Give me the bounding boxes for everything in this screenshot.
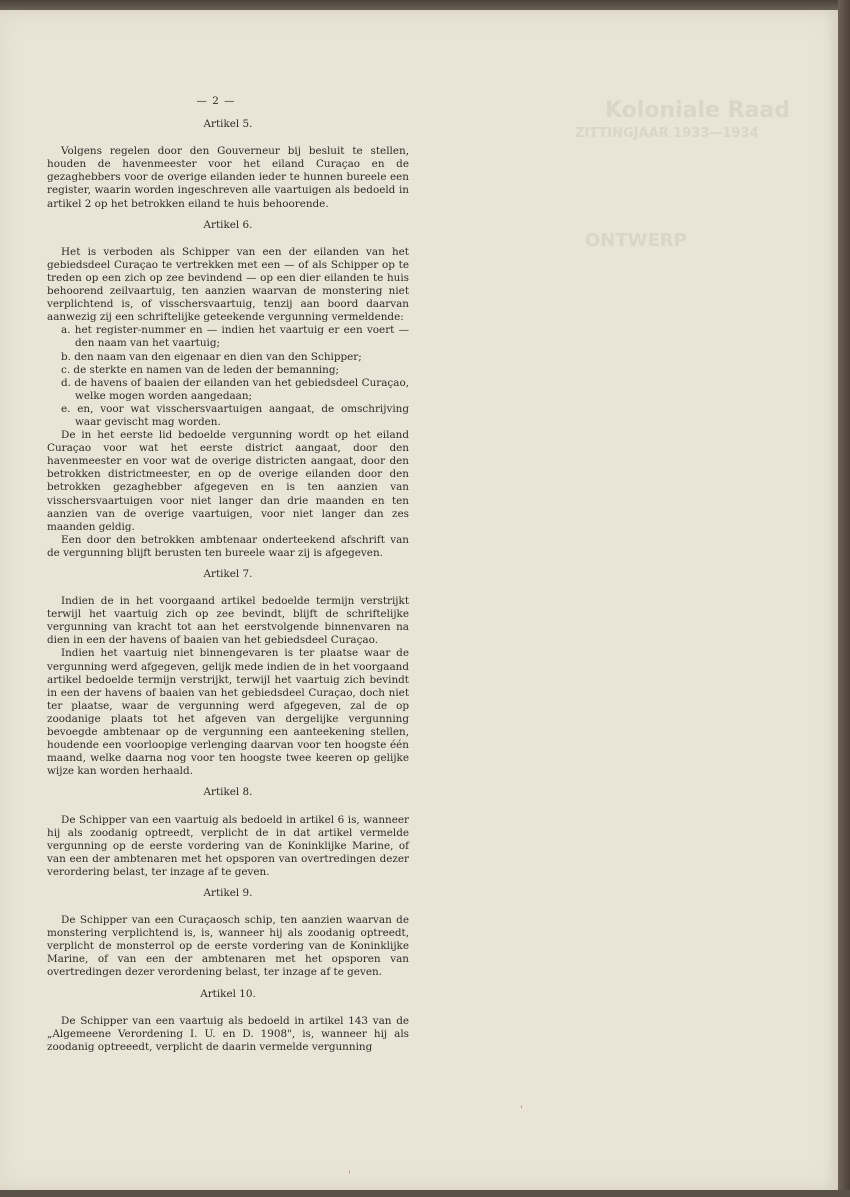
article-9 — [47, 887, 409, 980]
article-paragraph: Indien de in het voorgaand artikel bedoelde termijn verstrijkt terwijl het vaartuig zich op zee bevindt, blijft de schriftelijke vergunning van kracht tot aan het eerstvolgende binnenvaren na dien in een der havens of baaien van het gebiedsdeel Curaçao. — [47, 595, 409, 647]
scan-border-right — [838, 0, 850, 1197]
article-paragraph: De Schipper van een vaartuig als bedoeld in artikel 6 is, wanneer hij als zoodanig optreedt, verplicht de in dat artikel vermelde vergunning op de eerste vordering van de Koninklijke Marine, of van een der ambtenaren met het opsporen van overtredingen dezer verordering belast, ter inzage af te geven. — [47, 813, 409, 878]
list-item: a. het register-nummer en — indien het vaartuig er een voert — den naam van het vaartuig; — [61, 324, 409, 350]
article-paragraph: De in het eerste lid bedoelde vergunning wordt op het eiland Curaçao voor wat het eerste district aangaat, door den havenmeester en voor wat de overige districten aangaat, door den betrokken districtmeester, en op de overige eilanden door den betrokken gezaghebber afgegeven en is ten aanzien van visschersvaartuigen voor niet langer dan drie maanden en ten aanzien van de overige vaartuigen, voor niet langer dan zes maanden geldig. — [47, 429, 409, 533]
article-paragraph: Volgens regelen door den Gouverneur bij besluit te stellen, houden de havenmeester voor het eiland Curaçao en de gezaghebbers voor de overige eilanden ieder te hunnen bureele een register, waarin worden ingeschreven alle vaartuigen als bedoeld in artikel 2 op het betrokken eiland te huis behoorende. — [47, 145, 409, 210]
page-number: — 2 — — [196, 95, 236, 107]
article-6 — [47, 219, 409, 560]
text-column — [47, 95, 409, 1054]
article-paragraph: Een door den betrokken ambtenaar onderteekend afschrift van de vergunning blijft berusten ten bureele waar zij is afgegeven. — [47, 533, 409, 559]
bleed-through-subtitle: ZITTINGJAAR 1933—1934 — [575, 126, 759, 141]
scan-border-bottom — [0, 1190, 850, 1197]
article-5 — [47, 118, 409, 211]
article-heading: Artikel 10. — [200, 987, 256, 1000]
article-heading: Artikel 5. — [203, 118, 253, 131]
article-heading: Artikel 6. — [203, 218, 253, 231]
article-10 — [47, 988, 409, 1054]
list-item: e. en, voor wat visschersvaartuigen aangaat, de omschrijving waar gevischt mag worden. — [61, 402, 409, 428]
paper-speck: ' — [348, 1170, 351, 1181]
scan-border-top — [0, 0, 850, 10]
article-7 — [47, 568, 409, 778]
list-item: b. den naam van den eigenaar en dien van den Schipper; — [61, 350, 362, 363]
article-heading: Artikel 9. — [203, 886, 253, 899]
article-heading: Artikel 8. — [203, 786, 253, 799]
article-paragraph: Indien het vaartuig niet binnengevaren is ter plaatse waar de vergunning werd afgegeven, gelijk mede indien de in het voorgaand artikel bedoelde termijn verstrijkt, terwijl het vaartuig zich bevindt in een der havens of baaien van het gebiedsdeel Curaçao, doch niet ter plaatse, waar de vergunning werd afgegeven, zal de op zoodanige plaats tot het afgeven van dergelijke vergunning bevoegde ambtenaar op de vergunning een aanteekening stellen, houdende een voorloopige verlenging daarvan voor ten hoogste één maand, welke daarna nog voor ten hoogste twee keeren op gelijke wijze kan worden herhaald. — [47, 647, 409, 778]
article-paragraph: De Schipper van een Curaçaosch schip, ten aanzien waarvan de monstering verplichtend is, is, wanneer hij als zoodanig optreedt, verplicht de monsterrol op de eerste vordering van de Koninklijke Marine, of van een der ambtenaren met het opsporen van overtredingen dezer verordening belast, ter inzage af te geven. — [47, 914, 409, 979]
article-heading: Artikel 7. — [203, 568, 253, 580]
list-item: d. de havens of baaien der eilanden van het gebiedsdeel Curaçao, welke mogen worden aangedaan; — [61, 376, 409, 402]
paper-speck: ' — [520, 1105, 523, 1116]
requirements-list — [47, 324, 409, 429]
document-page — [0, 10, 838, 1190]
list-item: c. de sterkte en namen van de leden der bemanning; — [61, 363, 340, 376]
bleed-through-stamp: ONTWERP — [585, 230, 687, 251]
article-intro: Het is verboden als Schipper van een der eilanden van het gebiedsdeel Curaçao te vertrekken met een — of als Schipper op te treden op een zich op zee bevindend — op een dier eilanden te huis behoorend zeilvaartuig, ten aanzien waarvan de monstering niet verplichtend is, of visschersvaartuig, tenzij aan boord daarvan aanwezig zij een schriftelijke geteekende vergunning vermeldende: — [47, 245, 409, 324]
bleed-through-title: Koloniale Raad — [605, 98, 790, 123]
article-paragraph: De Schipper van een vaartuig als bedoeld in artikel 143 van de „Algemeene Verordening I. U. en D. 1908", is, wanneer hij als zoodanig optreeedt, verplicht de daarin vermelde vergunning — [47, 1014, 409, 1053]
article-8 — [47, 786, 409, 879]
